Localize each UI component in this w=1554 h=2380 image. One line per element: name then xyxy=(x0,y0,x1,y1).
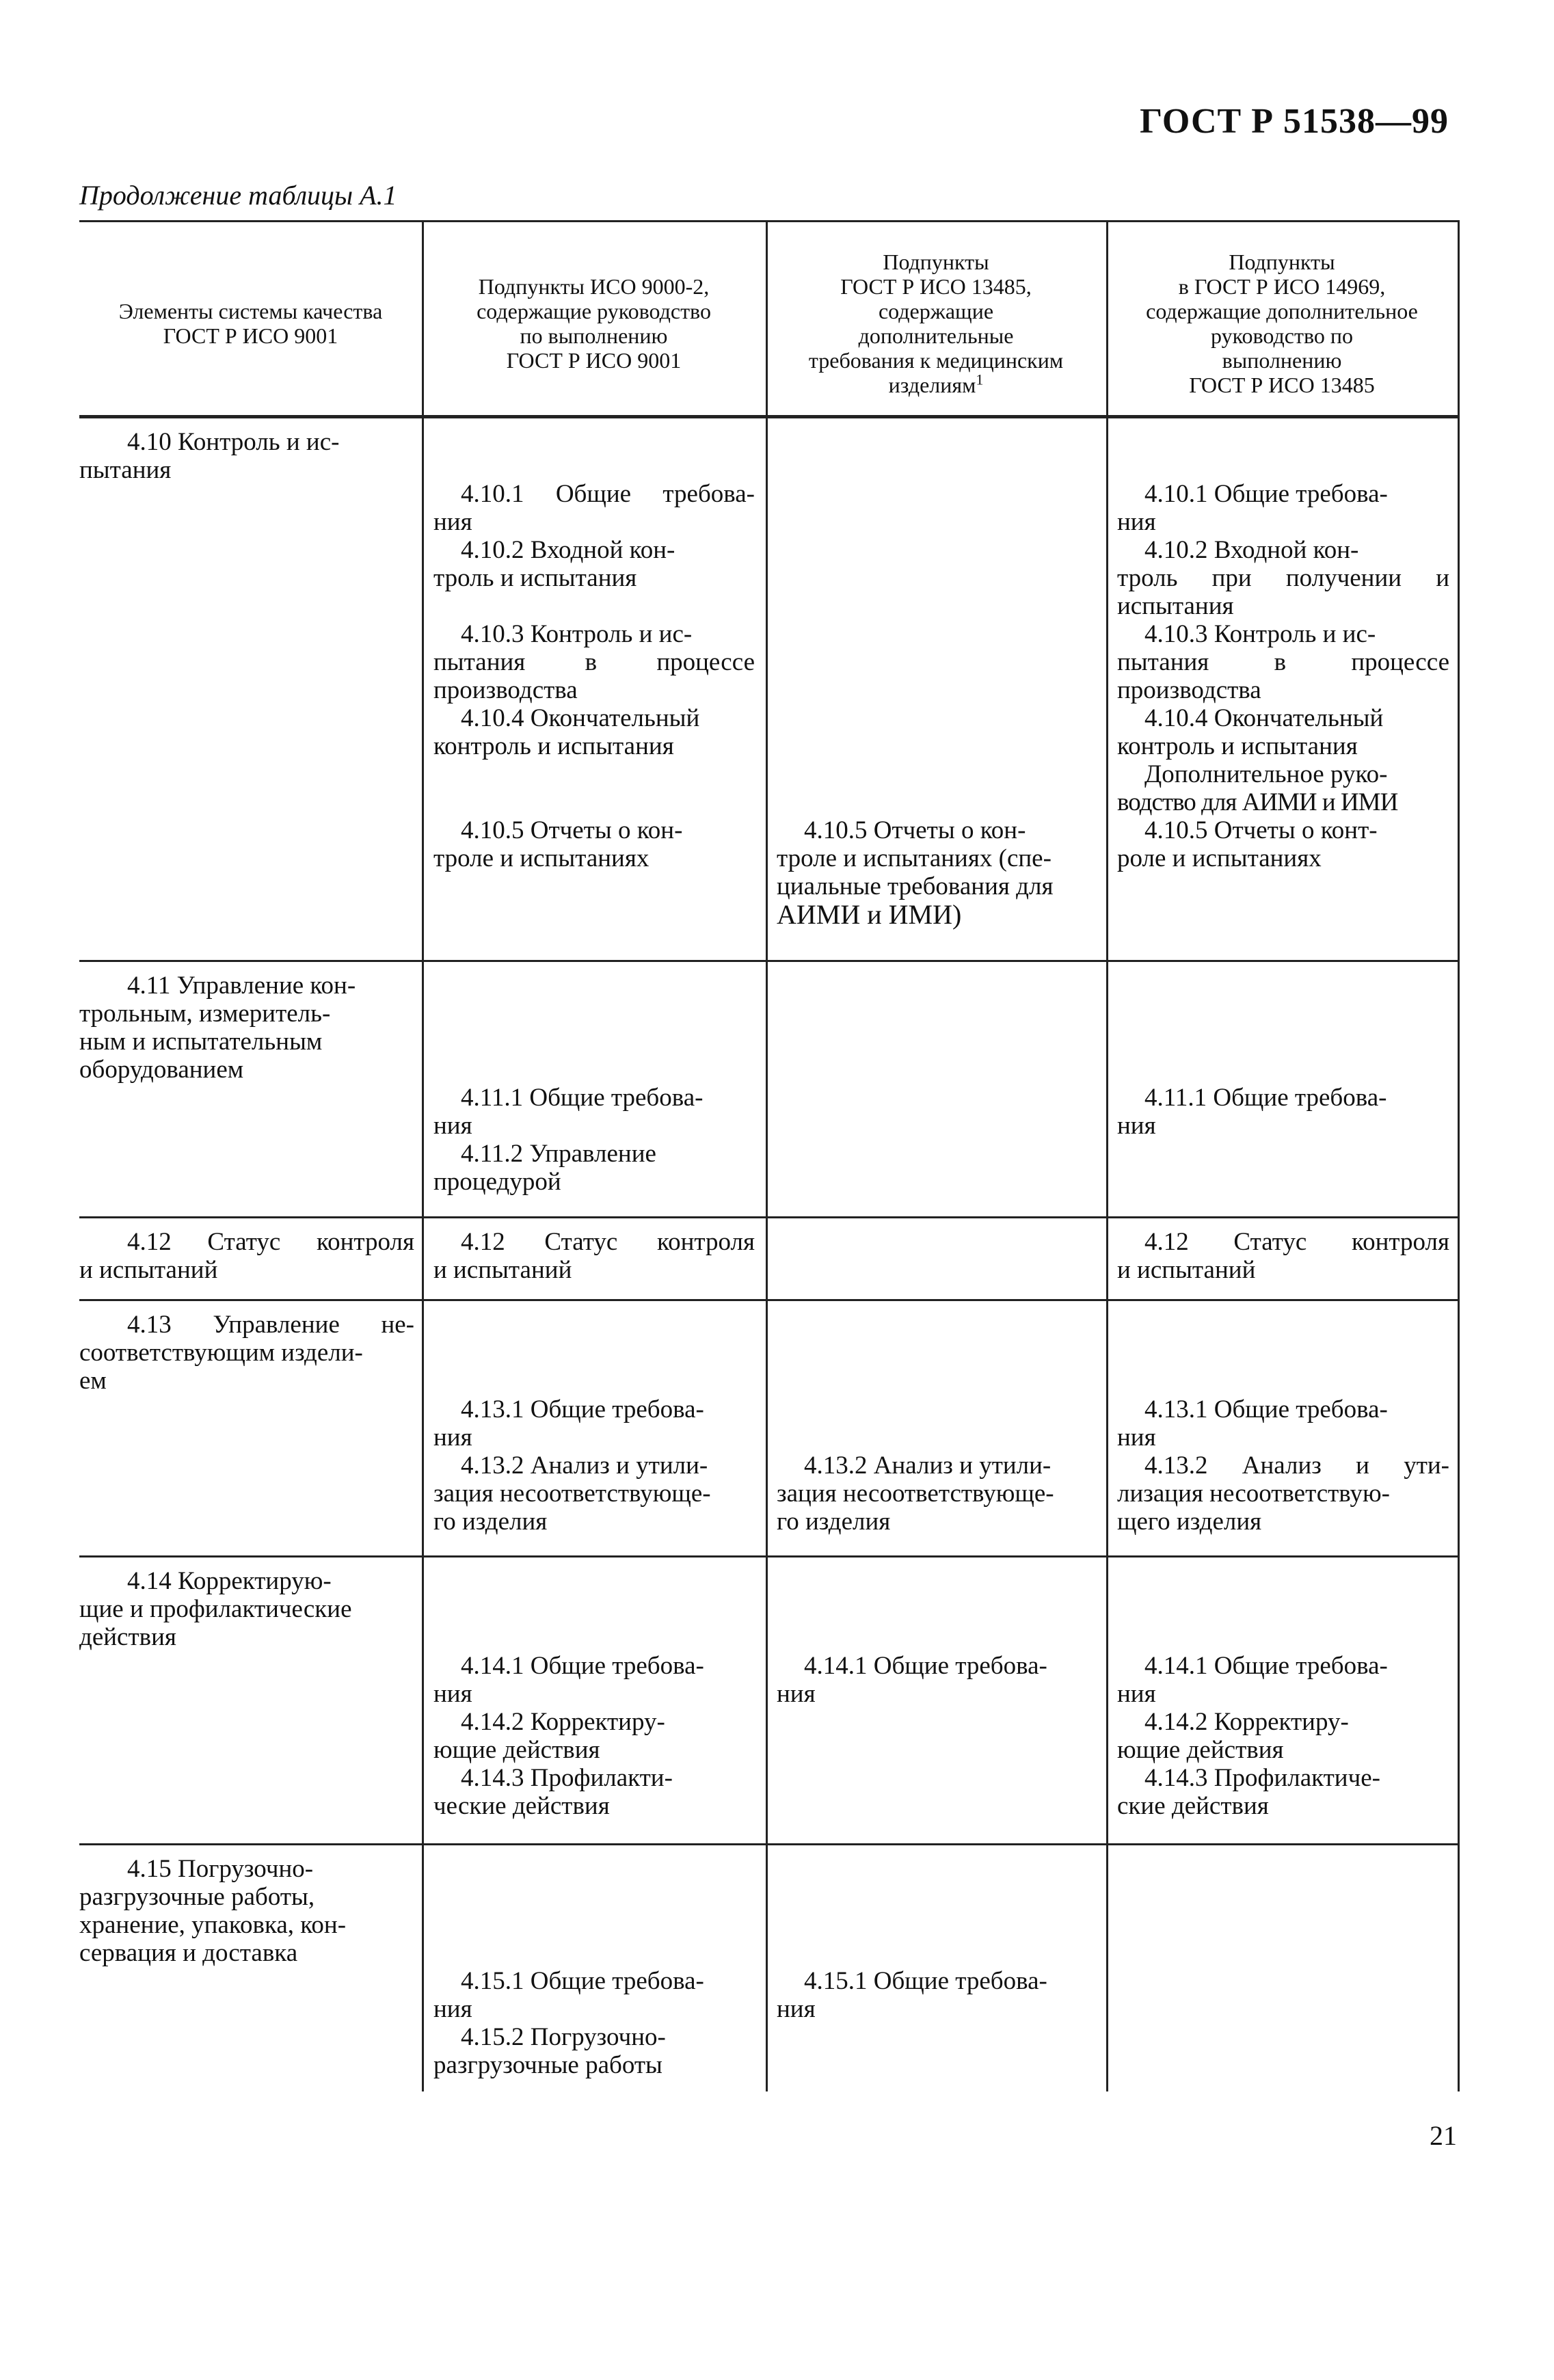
page-number: 21 xyxy=(1430,2120,1457,2151)
table-row-4-11 xyxy=(79,962,1460,1218)
row-4-13-iso14969: 4.13.1 Общие требова- ния 4.13.2 Анализ и ути- лизация несоответствую- щего изделия xyxy=(1117,1395,1449,1536)
row-4-15-iso13485: 4.15.1 Общие требова- ния xyxy=(777,1967,1047,2023)
row-4-14-iso14969: 4.14.1 Общие требова- ния 4.14.2 Корректиру- ющие действия 4.14.3 Профилактиче- ские действия xyxy=(1117,1652,1388,1820)
row-4-13-element: 4.13 Управление не- соответствующим издели- ем xyxy=(79,1311,414,1395)
row-4-14-iso13485: 4.14.1 Общие требова- ния xyxy=(777,1652,1047,1708)
footnote-mark: 1 xyxy=(976,371,984,388)
row-4-11-iso9000-2: 4.11.1 Общие требова- ния 4.11.2 Управление процедурой xyxy=(433,1084,704,1196)
row-4-12-iso9000-2: 4.12 Статус контроля и испытаний xyxy=(433,1228,755,1284)
header-col-iso14969: Подпункты в ГОСТ Р ИСО 14969, содержащие дополнительное руководство по выполнению ГОСТ Р ИСО 13485 xyxy=(1146,250,1418,397)
row-4-10-iso13485: 4.10.5 Отчеты о кон- троле и испытаниях (спе- циальные требования для АИМИ и ИМИ) xyxy=(777,816,1054,930)
row-4-14-iso9000-2: 4.14.1 Общие требова- ния 4.14.2 Корректиру- ющие действия 4.14.3 Профилакти- ческие действия xyxy=(433,1652,704,1820)
table-row-4-13 xyxy=(79,1301,1460,1557)
row-4-10-iso9000-2: 4.10.1 Общие требова- ния 4.10.2 Входной кон- троль и испытания 4.10.3 Контроль и ис- пытания в процессе производства 4.10.4 Окончательный контроль и испытания 4.10.5 Отчеты о кон- троле и испытаниях xyxy=(433,480,755,872)
table-row-4-15 xyxy=(79,1845,1460,2091)
header-col-iso9000-2: Подпункты ИСО 9000-2, содержащие руководство по выполнению ГОСТ Р ИСО 9001 xyxy=(477,274,711,373)
table-row-4-10 xyxy=(79,418,1460,962)
header-col-iso13485: Подпункты ГОСТ Р ИСО 13485, содержащие дополнительные требования к медицинским изделиям$^1$ xyxy=(808,250,1064,397)
row-4-13-iso9000-2: 4.13.1 Общие требова- ния 4.13.2 Анализ и утили- зация несоответствующе- го изделия xyxy=(433,1395,711,1536)
header-col-quality-elements: Элементы системы качества ГОСТ Р ИСО 9001 xyxy=(118,299,383,348)
row-4-14-element: 4.14 Корректирую- щие и профилактические действия xyxy=(79,1567,352,1651)
row-4-12-iso14969: 4.12 Статус контроля и испытаний xyxy=(1117,1228,1449,1284)
row-4-12-element: 4.12 Статус контроля и испытаний xyxy=(79,1228,414,1284)
table-continuation-caption: Продолжение таблицы А.1 xyxy=(79,180,397,211)
requirements-table xyxy=(79,220,1460,2091)
table-row-4-14 xyxy=(79,1557,1460,1845)
row-4-11-element: 4.11 Управление кон- трольным, измеритель- ным и испытательным оборудованием xyxy=(79,972,356,1084)
table-row-4-12 xyxy=(79,1218,1460,1301)
row-4-11-iso14969: 4.11.1 Общие требова- ния xyxy=(1117,1084,1387,1140)
row-4-15-element: 4.15 Погрузочно- разгрузочные работы, хранение, упаковка, кон- сервация и доставка xyxy=(79,1855,347,1967)
row-4-10-iso14969: 4.10.1 Общие требова- ния 4.10.2 Входной кон- троль при получении и испытания 4.10.3 Контроль и ис- пытания в процессе производства 4.10.4 Окончательный контроль и испытания Дополнительное руко- водство для АИМИ и ИМИ 4.10.5 Отчеты о конт- роле и испытаниях xyxy=(1117,480,1449,872)
standard-code: ГОСТ Р 51538—99 xyxy=(1140,102,1449,141)
row-4-15-iso9000-2: 4.15.1 Общие требова- ния 4.15.2 Погрузочно- разгрузочные работы xyxy=(433,1967,704,2079)
row-4-13-iso13485: 4.13.2 Анализ и утили- зация несоответствующе- го изделия xyxy=(777,1452,1054,1536)
table-header-row xyxy=(79,220,1460,418)
row-4-10-element: 4.10 Контроль и ис- пытания xyxy=(79,428,340,484)
